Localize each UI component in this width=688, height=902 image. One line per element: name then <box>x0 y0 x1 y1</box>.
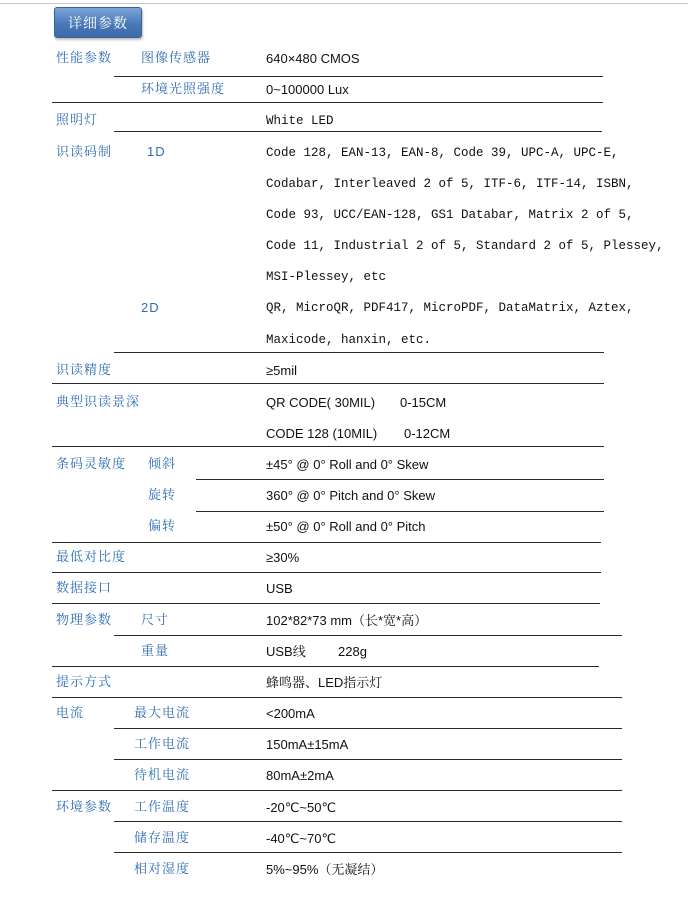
value-operating-temp: -20℃~50℃ <box>266 800 337 815</box>
row-divider <box>52 790 622 791</box>
row-divider <box>114 131 602 132</box>
label-illumination: 照明灯 <box>56 112 99 127</box>
row-divider <box>196 511 604 512</box>
row-divider <box>114 76 603 77</box>
value-illumination: White LED <box>266 114 334 128</box>
label-performance: 性能参数 <box>56 50 113 65</box>
value-weight-cable: USB线 <box>266 644 306 659</box>
value-dof-range-2: 0-12CM <box>404 426 451 441</box>
label-ambient-light: 环境光照强度 <box>141 81 226 96</box>
row-divider <box>52 572 601 573</box>
value-indication: 蜂鸣器、LED指示灯 <box>266 675 383 690</box>
value-deflect: ±50° @ 0° Roll and 0° Pitch <box>266 519 426 534</box>
row-divider <box>114 759 622 760</box>
label-size: 尺寸 <box>141 612 170 627</box>
value-storage-temp: -40℃~70℃ <box>266 831 337 846</box>
row-divider <box>52 102 603 103</box>
value-1d-line-2: Codabar, Interleaved 2 of 5, ITF-6, ITF-14, ISBN, <box>266 177 634 191</box>
value-contrast: ≥30% <box>266 550 300 565</box>
label-sensitivity: 条码灵敏度 <box>56 456 127 471</box>
row-divider <box>196 479 604 480</box>
label-contrast: 最低对比度 <box>56 549 127 564</box>
value-1d-line-3: Code 93, UCC/EAN-128, GS1 Databar, Matrix 2 of 5, <box>266 208 634 222</box>
row-divider <box>52 542 601 543</box>
label-humidity: 相对湿度 <box>134 861 191 876</box>
value-working-current: 150mA±15mA <box>266 737 349 752</box>
top-divider <box>0 3 688 4</box>
value-rotate: 360° @ 0° Pitch and 0° Skew <box>266 488 435 503</box>
value-dof-range-1: 0-15CM <box>400 395 447 410</box>
value-interface: USB <box>266 581 293 596</box>
value-tilt: ±45° @ 0° Roll and 0° Skew <box>266 457 429 472</box>
label-indication: 提示方式 <box>56 674 113 689</box>
value-weight: 228g <box>338 644 367 659</box>
value-image-sensor: 640×480 CMOS <box>266 51 360 66</box>
row-divider <box>52 603 600 604</box>
label-2d: 2D <box>141 300 160 315</box>
label-current: 电流 <box>56 705 85 720</box>
value-dof-code-1: QR CODE( 30MIL) <box>266 395 376 410</box>
row-divider <box>52 697 622 698</box>
value-1d-line-5: MSI-Plessey, etc <box>266 270 387 284</box>
label-rotate: 旋转 <box>148 487 177 502</box>
label-depth-of-field: 典型识读景深 <box>56 394 141 409</box>
value-size: 102*82*73 mm（长*宽*高） <box>266 613 428 628</box>
row-divider <box>114 821 622 822</box>
row-divider <box>114 635 622 636</box>
value-max-current: <200mA <box>266 706 315 721</box>
value-1d-line-1: Code 128, EAN-13, EAN-8, Code 39, UPC-A, UPC-E, <box>266 146 619 160</box>
label-physical: 物理参数 <box>56 612 113 627</box>
value-1d-line-4: Code 11, Industrial 2 of 5, Standard 2 of 5, Plessey, <box>266 239 664 253</box>
section-tab-details[interactable]: 详细参数 <box>54 7 142 38</box>
row-divider <box>114 852 622 853</box>
label-operating-temp: 工作温度 <box>134 799 191 814</box>
row-divider <box>52 446 604 447</box>
label-environment: 环境参数 <box>56 799 113 814</box>
value-dof-code-2: CODE 128 (10MIL) <box>266 426 378 441</box>
value-ambient-light: 0~100000 Lux <box>266 82 349 97</box>
value-2d-line-2: Maxicode, hanxin, etc. <box>266 333 432 347</box>
value-standby-current: 80mA±2mA <box>266 768 334 783</box>
label-precision: 识读精度 <box>56 362 113 377</box>
label-symbologies: 识读码制 <box>56 144 113 159</box>
label-working-current: 工作电流 <box>134 736 191 751</box>
row-divider <box>114 352 604 353</box>
label-1d: 1D <box>147 144 166 159</box>
label-deflect: 偏转 <box>148 518 177 533</box>
label-max-current: 最大电流 <box>134 705 191 720</box>
value-2d-line-1: QR, MicroQR, PDF417, MicroPDF, DataMatrix, Aztex, <box>266 301 634 315</box>
row-divider <box>114 728 622 729</box>
row-divider <box>52 383 604 384</box>
label-image-sensor: 图像传感器 <box>141 50 212 65</box>
label-standby-current: 待机电流 <box>134 767 191 782</box>
value-humidity: 5%~95%（无凝结） <box>266 862 384 877</box>
row-divider <box>52 666 599 667</box>
label-interface: 数据接口 <box>56 580 113 595</box>
label-weight: 重量 <box>141 643 170 658</box>
label-storage-temp: 储存温度 <box>134 830 191 845</box>
label-tilt: 倾斜 <box>148 456 177 471</box>
value-precision: ≥5mil <box>266 363 297 378</box>
